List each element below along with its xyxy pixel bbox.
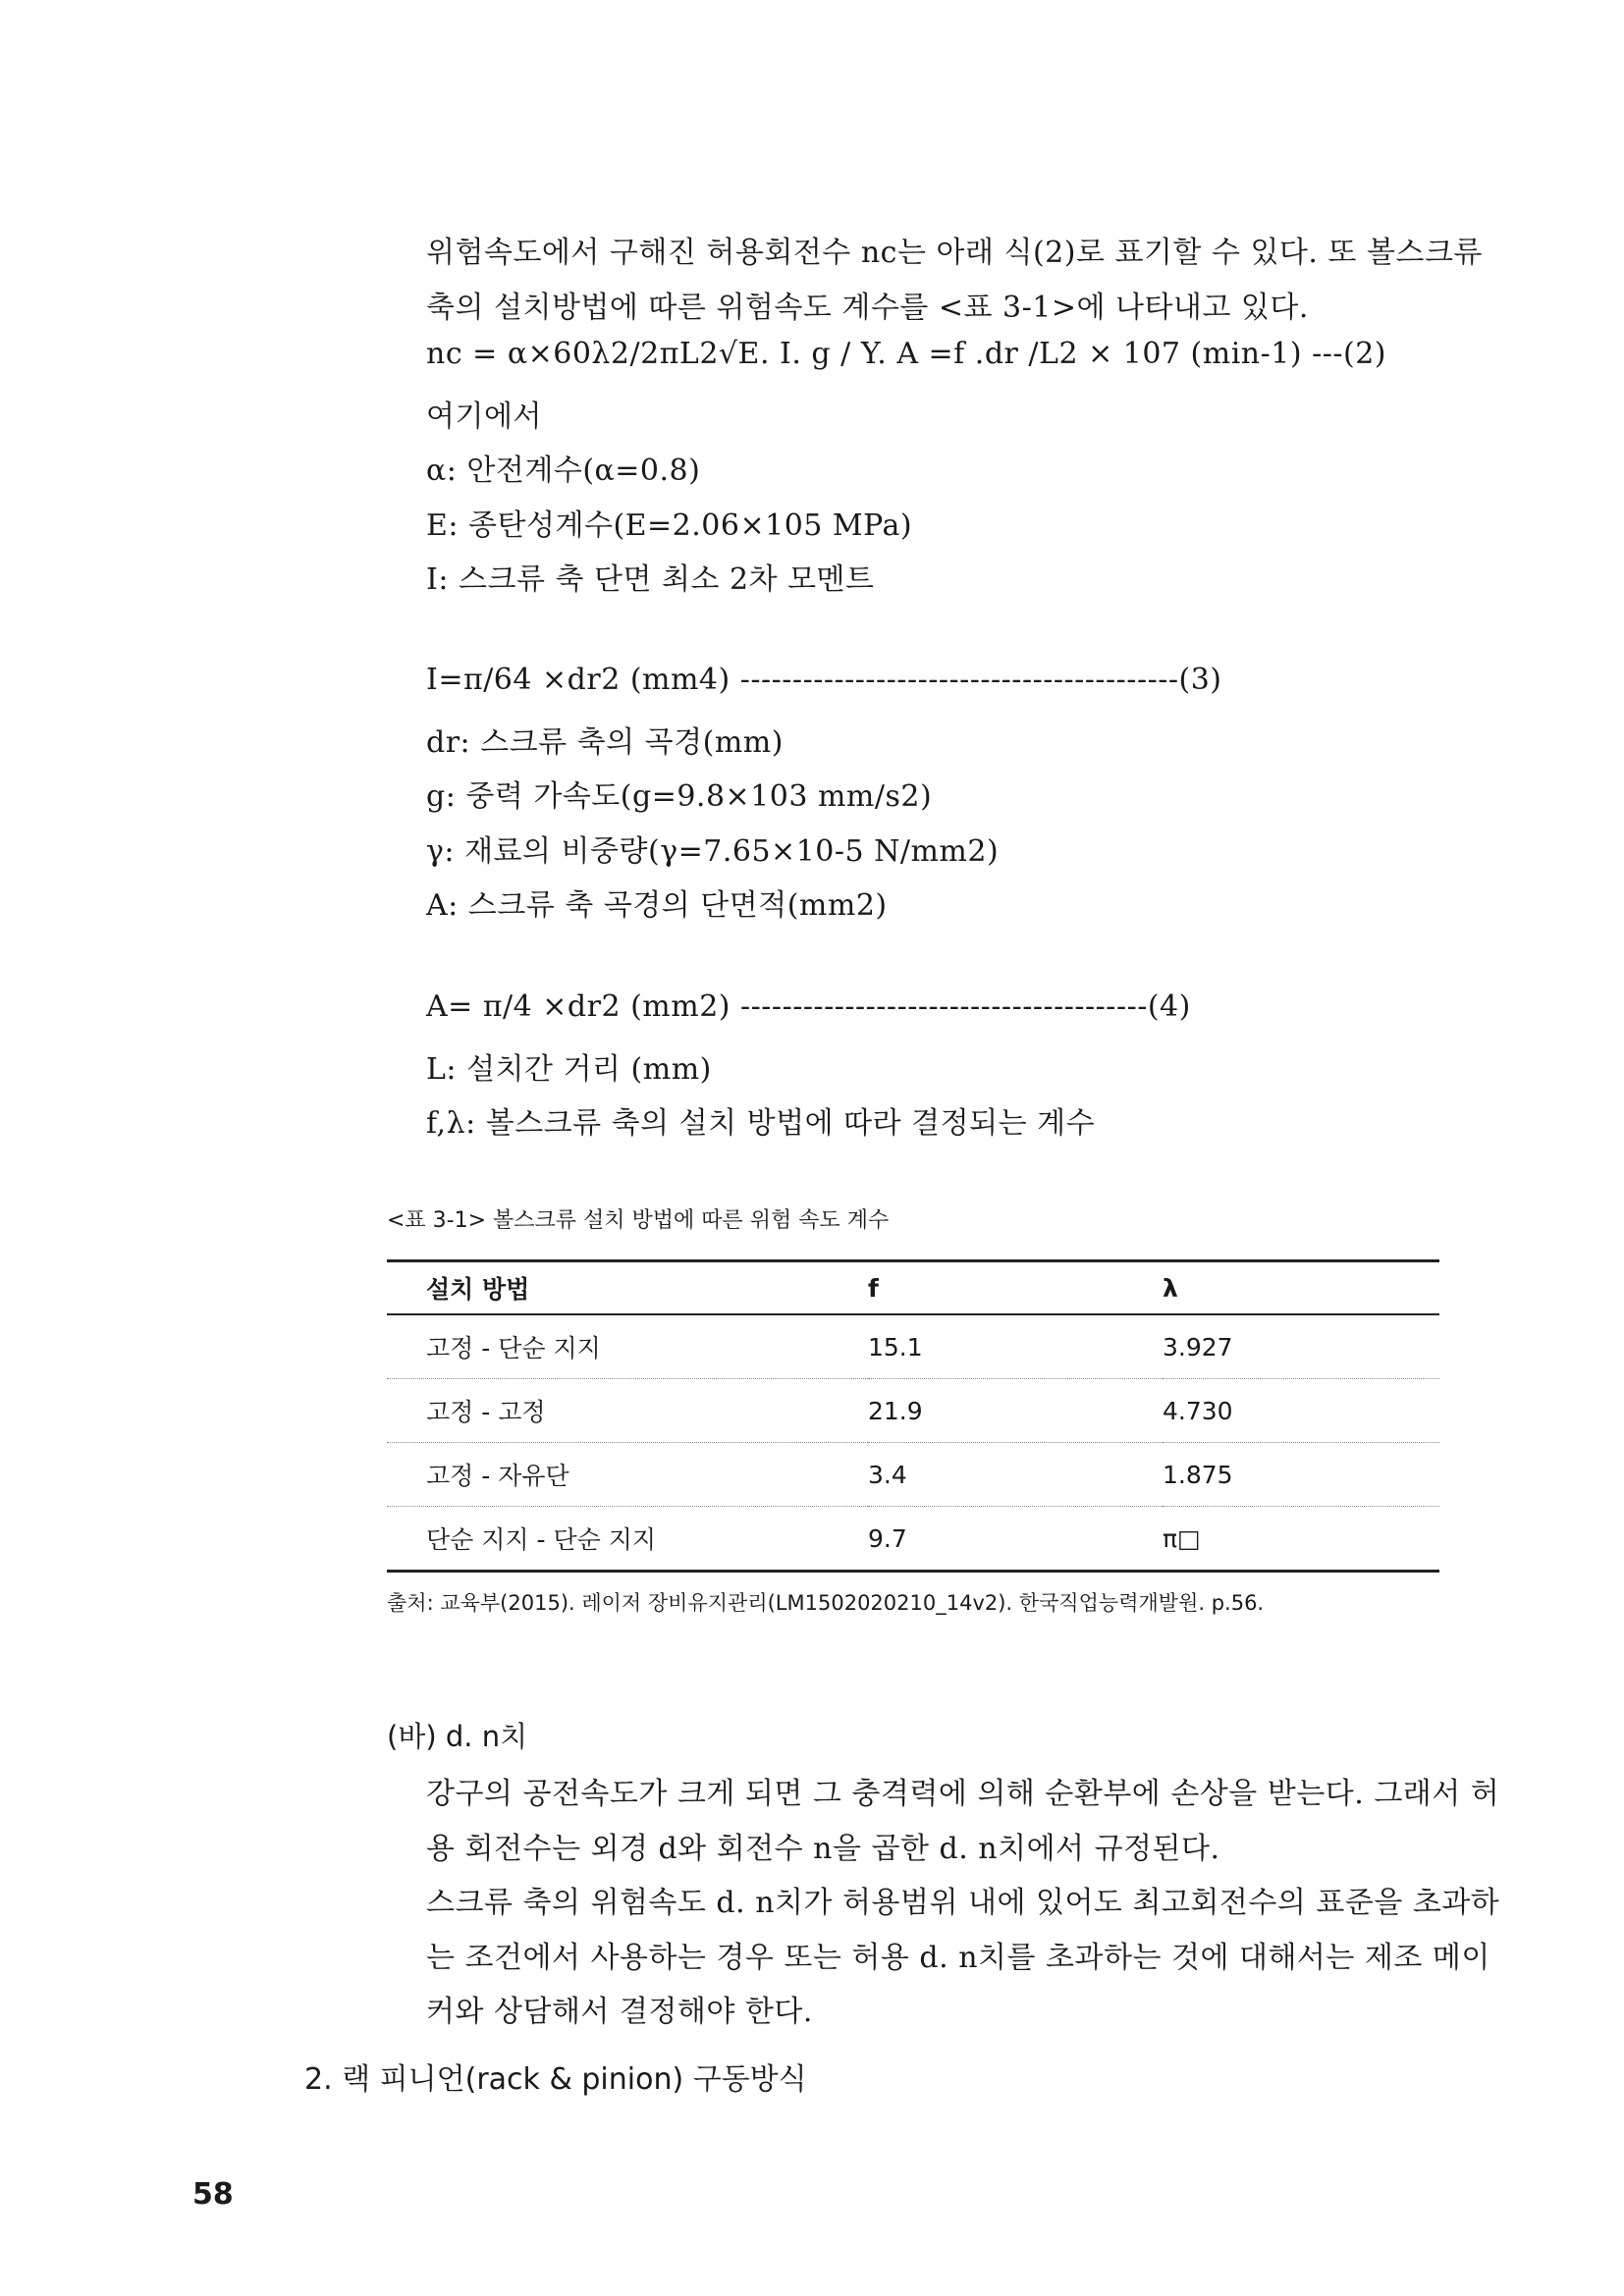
formula-nc: nc = α×60λ2/2πL2√E. I. g / Y. A =f .dr /L2 × 107 (min-1) ---(2) [426,337,1386,371]
cell-f: 15.1 [868,1332,923,1362]
cell-method: 고정 - 고정 [426,1398,546,1426]
body-line-1: 위험속도에서 구해진 허용회전수 nc는 아래 식(2)로 표기할 수 있다. 또 볼스크류 [426,236,1483,270]
def-I: I: 스크류 축 단면 최소 2차 모멘트 [426,562,875,597]
section-heading: 2. 랙 피니언(rack & pinion) 구동방식 [304,2062,807,2097]
body-line-2: 축의 설치방법에 따른 위험속도 계수를 <표 3-1>에 나타내고 있다. [426,291,1309,325]
formula-I: I=π/64 ×dr2 (mm4) ------------------------------------------(3) [426,663,1222,697]
table-row [387,1507,1439,1572]
formula-A: A= π/4 ×dr2 (mm2) ---------------------------------------(4) [426,989,1191,1024]
coefficient-table [387,1259,1439,1573]
cell-method: 고정 - 단순 지지 [426,1334,601,1362]
cell-lambda: 1.875 [1163,1460,1233,1489]
page-number: 58 [192,2177,234,2212]
table-row [387,1443,1439,1507]
def-gamma: γ: 재료의 비중량(γ=7.65×10-5 N/mm2) [426,834,1000,869]
def-dr: dr: 스크류 축의 곡경(mm) [426,725,784,760]
table-caption: <표 3-1> 볼스크류 설치 방법에 따른 위험 속도 계수 [387,1208,890,1233]
paragraph-line-2: 용 회전수는 외경 d와 회전수 n을 곱한 d. n치에서 규정된다. [426,1832,1220,1866]
table-row [387,1379,1439,1443]
cell-lambda: 4.730 [1163,1396,1233,1425]
cell-lambda: 3.927 [1163,1332,1233,1362]
subsection-heading: (바) d. n치 [387,1720,528,1753]
table-source: 출처: 교육부(2015). 레이저 장비유지관리(LM1502020210_14v2). 한국직업능력개발원. p.56. [387,1591,1265,1615]
paragraph-line-5: 커와 상담해서 결정해야 한다. [426,1995,813,2029]
table-row [387,1314,1439,1379]
table-header-row [387,1261,1439,1315]
cell-method: 고정 - 자유단 [426,1462,569,1490]
cell-lambda: π□ [1163,1523,1201,1553]
cell-f: 21.9 [868,1396,923,1425]
header-f: f [868,1273,879,1303]
def-E: E: 종탄성계수(E=2.06×105 MPa) [426,508,913,543]
paragraph-line-1: 강구의 공전속도가 크게 되면 그 충격력에 의해 순환부에 손상을 받는다. 그래서 허 [426,1777,1500,1811]
def-L: L: 설치간 거리 (mm) [426,1052,712,1087]
header-lambda: λ [1163,1273,1178,1303]
body-line-here: 여기에서 [426,400,542,434]
paragraph-line-3: 스크류 축의 위험속도 d. n치가 허용범위 내에 있어도 최고회전수의 표준을 초과하 [426,1886,1500,1920]
def-A: A: 스크류 축 곡경의 단면적(mm2) [426,888,888,923]
def-alpha: α: 안전계수(α=0.8) [426,454,701,488]
cell-f: 3.4 [868,1460,907,1489]
def-f-lambda: f,λ: 볼스크류 축의 설치 방법에 따라 결정되는 계수 [426,1106,1096,1141]
def-g: g: 중력 가속도(g=9.8×103 mm/s2) [426,779,933,814]
paragraph-line-4: 는 조건에서 사용하는 경우 또는 허용 d. n치를 초과하는 것에 대해서는 제조 메이 [426,1941,1490,1975]
cell-f: 9.7 [868,1523,907,1553]
header-method: 설치 방법 [426,1275,530,1304]
cell-method: 단순 지지 - 단순 지지 [426,1525,657,1554]
